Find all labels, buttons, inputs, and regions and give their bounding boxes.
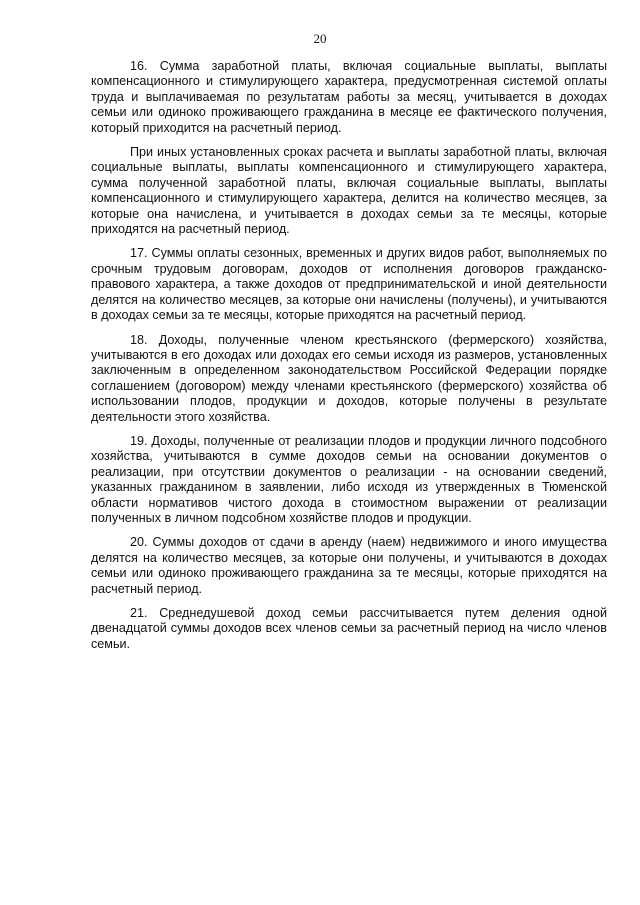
paragraph-16-continued: При иных установленных сроках расчета и выплаты заработной платы, включая социальные выплаты, выплаты компенсационного и стимулирующего характера, сумма полученной заработной платы, включая социальные выплаты, выплаты компенсационного и стимулирующего характера, делится на количество месяцев, за которые она начислена, и учитывается в доходах семьи за те месяцы, которые приходятся на расчетный период.: [91, 145, 607, 237]
paragraph-19: 19. Доходы, полученные от реализации плодов и продукции личного подсобного хозяйства, учитываются в сумме доходов семьи на основании документов о реализации, при отсутствии документов о реализации - на основании сведений, указанных гражданином в заявлении, либо исходя из утвержденных в Тюменской области нормативов чистого дохода в стоимостном выражении от реализации полученных в личном подсобном хозяйстве плодов и продукции.: [91, 433, 607, 525]
paragraph-21: 21. Среднедушевой доход семьи рассчитывается путем деления одной двенадцатой суммы доходов всех членов семьи за расчетный период на число членов семьи.: [91, 606, 607, 651]
page-number: 20: [313, 31, 327, 46]
paragraph-17: 17. Суммы оплаты сезонных, временных и других видов работ, выполняемых по срочным трудовым договорам, доходов от исполнения договоров гражданско-правового характера, а также доходов от предпринимательской и иной деятельности делятся на количество месяцев, за которые они начислены (получены), и учитываются в доходах семьи за те месяцы, которые приходятся на расчетный период.: [91, 246, 607, 323]
document-body: [91, 59, 607, 661]
paragraph-20: 20. Суммы доходов от сдачи в аренду (наем) недвижимого и иного имущества делятся на количество месяцев, за которые они получены, и учитываются в доходах семьи или одиноко проживающего гражданина за те месяцы, которые приходятся на расчетный период.: [91, 535, 607, 596]
paragraph-18: 18. Доходы, полученные членом крестьянского (фермерского) хозяйства, учитываются в его доходах или доходах его семьи исходя из размеров, установленных заключенным в определенном законодательством Российской Федерации порядке соглашением (договором) между членами крестьянского (фермерского) хозяйства об использовании плодов, продукции и доходов, которые получены в результате деятельности этого хозяйства.: [91, 332, 607, 424]
paragraph-16: 16. Сумма заработной платы, включая социальные выплаты, выплаты компенсационного и стимулирующего характера, предусмотренная системой оплаты труда и выплачиваемая по результатам работы за месяц, учитывается в доходах семьи или одиноко проживающего гражданина в месяце ее фактического получения, который приходится на расчетный период.: [91, 59, 607, 135]
